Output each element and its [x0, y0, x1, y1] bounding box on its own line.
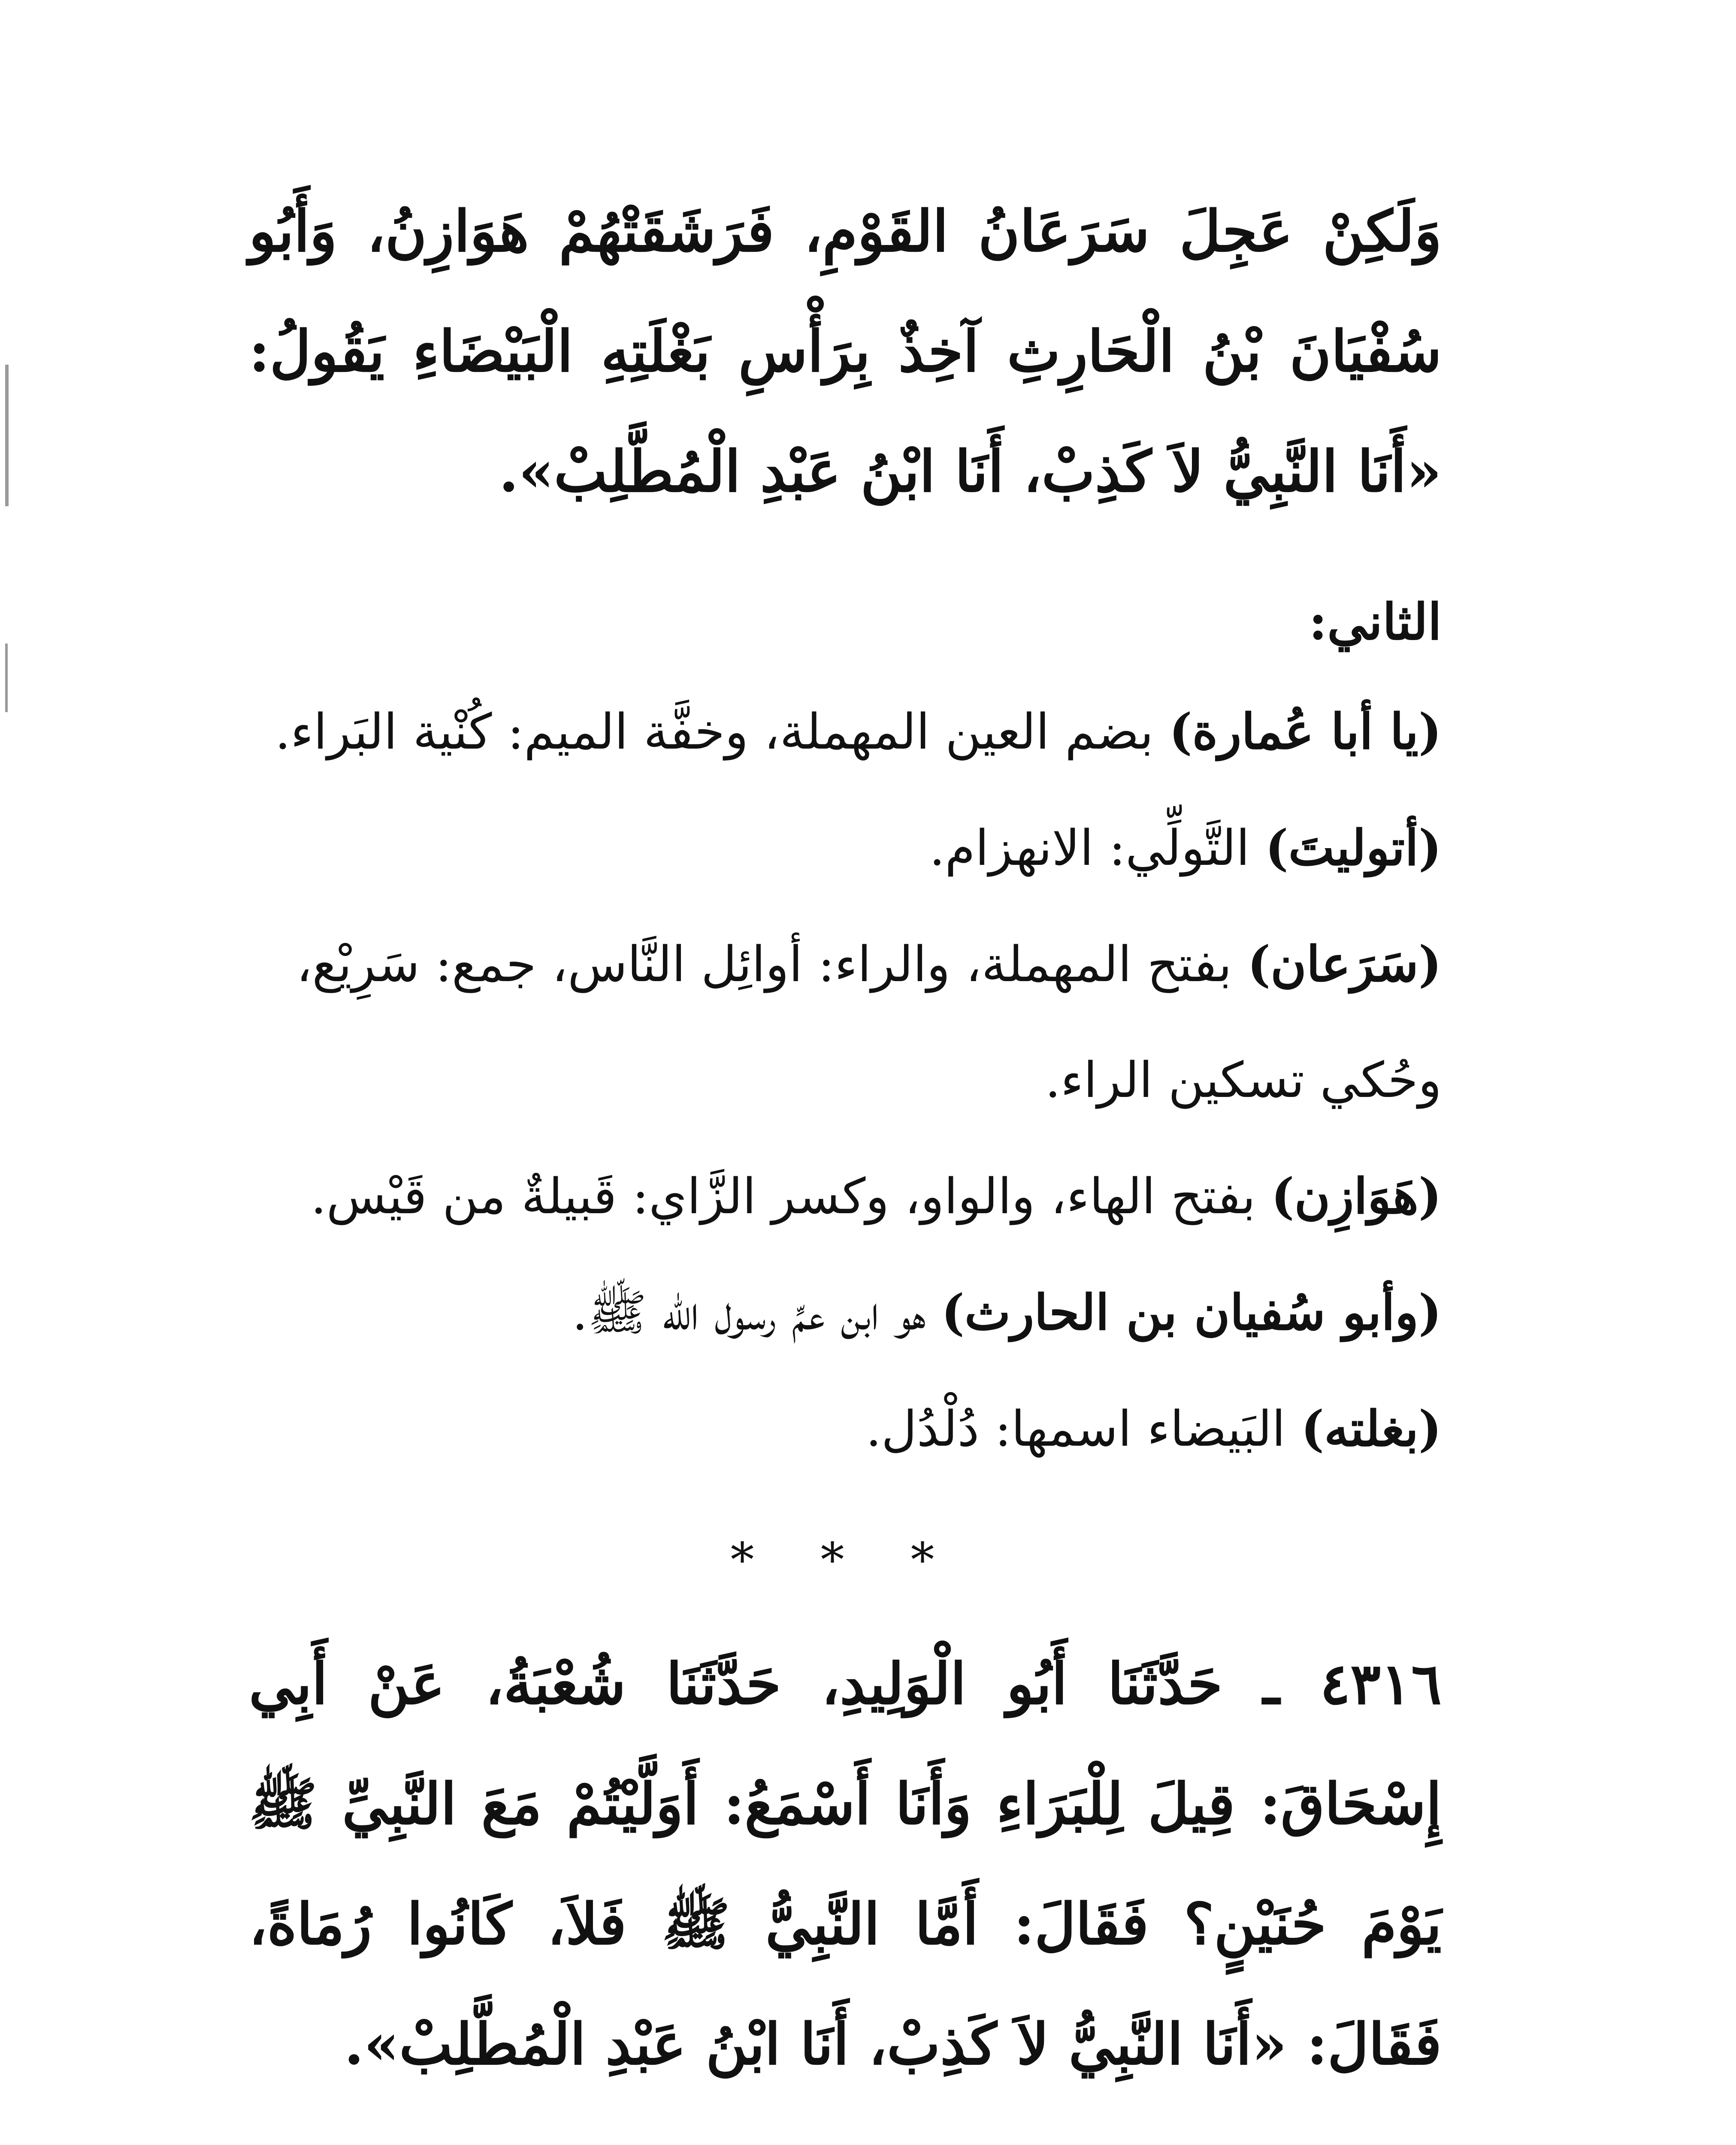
section-separator: * * *	[730, 1532, 960, 1587]
note-item	[249, 1371, 1442, 1487]
page-body	[249, 172, 1442, 2145]
note-text: البَيضاء اسمها: دُلْدُل.	[865, 1400, 1301, 1457]
note-text: بفتح الهاء، والواو، وكسر الزَّاي: قَبيلةٌ من قَيْس.	[311, 1168, 1271, 1225]
hadith-continuation: وَلَكِنْ عَجِلَ سَرَعَانُ القَوْمِ، فَرَشَقَتْهُمْ هَوَازِنُ، وَأَبُو سُفْيَانَ بْنُ الْحَارِثِ آخِذٌ بِرَأْسِ بَغْلَتِهِ الْبَيْضَاءِ يَقُولُ: «أَنَا النَّبِيُّ لاَ كَذِبْ، أَنَا ابْنُ عَبْدِ الْمُطَّلِبْ».	[249, 198, 1442, 505]
note-item	[249, 906, 1442, 1138]
note-item	[249, 790, 1442, 906]
section-two-heading: الثاني:	[1309, 593, 1442, 651]
note-item	[249, 1138, 1442, 1254]
scan-edge-mark	[5, 365, 9, 506]
note-text: بضم العين المهملة، وخفَّة الميم: كُنْية البَراء.	[275, 703, 1169, 760]
note-item	[249, 1254, 1442, 1371]
note-text: هو ابن عمِّ رسول الله ﷺ.	[572, 1284, 942, 1341]
section-three-heading	[249, 2143, 1442, 2145]
note-item	[249, 674, 1442, 790]
note-term: (هَوَازِن)	[1271, 1167, 1442, 1225]
note-term: (وأبو سُفيان بن الحارث)	[941, 1284, 1442, 1341]
note-term: (سَرَعان)	[1247, 935, 1442, 993]
scan-edge-mark	[5, 644, 8, 712]
hadith-4316: ٤٣١٦ ـ حَدَّثَنَا أَبُو الْوَلِيدِ، حَدَّثَنَا شُعْبَةُ، عَنْ أَبِي إِسْحَاقَ: قِيلَ لِلْبَرَاءِ وَأَنَا أَسْمَعُ: أَوَلَّيْتُمْ مَعَ النَّبِيِّ ﷺ يَوْمَ حُنَيْنٍ؟ فَقَالَ: أَمَّا النَّبِيُّ ﷺ فَلاَ، كَانُوا رُمَاةً، فَقَالَ: «أَنَا النَّبِيُّ لاَ كَذِبْ، أَنَا ابْنُ عَبْدِ الْمُطَّلِبْ».	[249, 1651, 1442, 2078]
note-term: (يا أبا عُمارة)	[1169, 703, 1442, 760]
note-term: (أتوليتَ)	[1265, 819, 1442, 876]
note-term: (بغلته)	[1301, 1400, 1442, 1457]
note-text: بفتح المهملة، والراء: أوائِل النَّاس، جمع: سَرِيْع، وحُكي تسكين الراء.	[296, 936, 1442, 1109]
note-text: التَّولِّي: الانهزام.	[929, 819, 1265, 876]
